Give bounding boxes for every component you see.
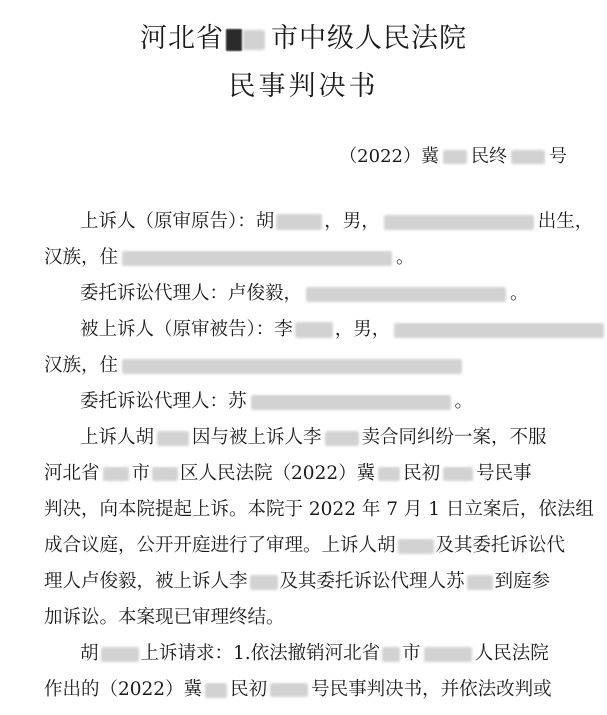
redacted-name: [467, 575, 493, 590]
redacted-city: [382, 647, 400, 662]
appellant-birth: 出生，: [537, 211, 594, 232]
appeal-request-line: [80, 642, 549, 666]
address-end: 。: [396, 247, 415, 268]
address-label: 汉族，住: [44, 247, 119, 268]
appellee-agent-line: [80, 390, 473, 414]
text-segment: 作出的（2022）冀: [44, 679, 203, 700]
case-intro-line: 加诉讼。本案现已审理终结。: [44, 607, 285, 628]
text-segment: 因与被上诉人李: [192, 427, 322, 448]
appellee-gender: ，男，: [334, 319, 391, 340]
case-number-middle: 民终: [471, 146, 507, 167]
redacted-code: [205, 683, 227, 698]
case-intro-line: [44, 534, 565, 558]
redacted-agent-info: [251, 395, 451, 410]
text-segment: 号民事: [476, 463, 532, 484]
redacted-code: [378, 467, 400, 481]
redacted-name: [398, 539, 434, 554]
redacted-name: [157, 431, 189, 446]
agent-end: 。: [454, 391, 474, 412]
text-segment: 市: [402, 643, 421, 664]
case-number-prefix: （2022）冀: [339, 146, 439, 167]
redacted-name: [325, 431, 359, 446]
redacted-birthdate: [394, 323, 604, 338]
agent-label: 委托诉讼代理人：卢俊毅，: [80, 283, 303, 304]
text-segment: 民初: [403, 463, 441, 484]
court-name-part-2: 市中级人民法院: [271, 23, 467, 54]
redacted-case-code: [443, 150, 467, 164]
redacted-birthdate: [384, 215, 534, 230]
document-title: 民事判决书: [228, 71, 379, 102]
redacted-address: [122, 359, 462, 374]
appellant-gender: ，男，: [324, 211, 380, 232]
agent-end: 。: [510, 283, 529, 304]
redacted-address: [122, 251, 392, 266]
appeal-request-line: [44, 678, 552, 702]
text-segment: 及其委托诉讼代理人苏: [279, 571, 465, 592]
court-name: [0, 16, 607, 55]
redacted-seq: [443, 467, 473, 481]
case-intro-line: [80, 426, 547, 450]
redacted-district: [424, 647, 472, 662]
redacted-name: [250, 575, 278, 590]
redacted-city-blur: [243, 30, 265, 50]
court-name-part-1: 河北省: [140, 23, 224, 54]
appellant-agent-line: [80, 282, 529, 306]
case-intro-line: [44, 570, 550, 594]
case-intro-line: 判决，向本院提起上诉。本院于 2022 年 7 月 1 日立案后，依法组: [44, 499, 594, 520]
text-segment: 人民法院: [474, 643, 549, 664]
redacted-name: [101, 647, 139, 662]
case-number: [339, 142, 567, 168]
redacted-case-seq: [511, 150, 545, 164]
appellee-line: [80, 318, 607, 342]
text-segment: 河北省: [44, 463, 100, 484]
case-number-suffix: 号: [549, 146, 567, 167]
appellee-address-line: [44, 354, 466, 378]
redacted-district: [152, 467, 178, 481]
text-segment: 及其委托诉讼代: [435, 535, 566, 556]
text-segment: 理人卢俊毅，被上诉人李: [44, 571, 248, 592]
appellee-label: 被上诉人（原审被告）：李: [80, 319, 293, 340]
redacted-agent-info: [306, 287, 506, 302]
text-segment: 胡: [80, 643, 99, 664]
redacted-city: [226, 29, 242, 51]
text-segment: 成合议庭，公开开庭进行了审理。上诉人胡: [44, 535, 396, 556]
text-segment: 到庭参: [494, 571, 551, 592]
text-segment: 卖合同纠纷一案，不服: [361, 427, 547, 448]
redacted-city: [103, 467, 129, 481]
appellant-label: 上诉人（原审原告）：胡: [80, 211, 275, 232]
agent-label: 委托诉讼代理人：苏: [80, 391, 247, 412]
case-intro-line: [44, 462, 532, 486]
text-segment: 上诉人胡: [80, 427, 155, 448]
text-segment: 区人民法院（2022）冀: [180, 463, 376, 484]
text-segment: 上诉请求：1.依法撤销河北省: [140, 643, 381, 664]
address-label: 汉族，住: [44, 355, 119, 376]
text-segment: 号民事判决书，并依法改判或: [311, 679, 552, 700]
text-segment: 市: [131, 463, 151, 484]
redacted-name: [276, 214, 322, 230]
appellant-line: [80, 210, 593, 234]
appellant-address-line: [44, 246, 415, 270]
redacted-name: [295, 322, 333, 338]
redacted-seq: [270, 683, 308, 697]
text-segment: 民初: [230, 679, 268, 700]
